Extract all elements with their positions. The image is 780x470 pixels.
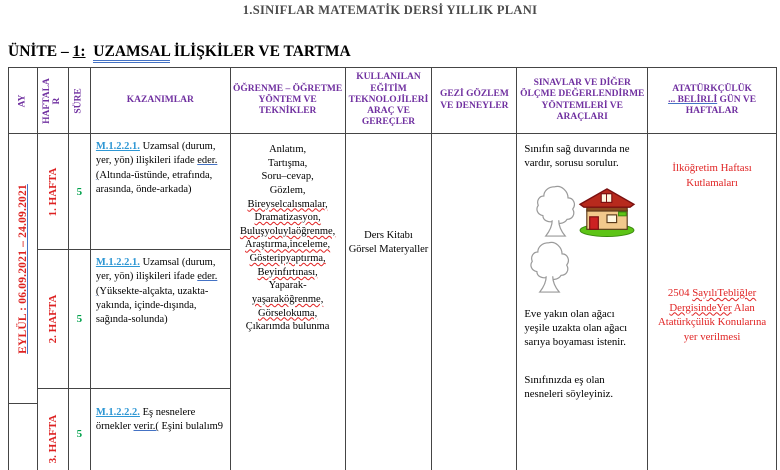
header-ataturk	[648, 68, 776, 134]
method-item: Buluşyoluylaöğrenme,	[239, 225, 336, 237]
method-item: yaşaraköğrenme,	[251, 294, 324, 306]
method-item: Bireyselcalısmalar,	[247, 198, 328, 210]
header-ay-label: AY	[17, 94, 28, 107]
kazanim-underlined: eder.(	[95, 271, 218, 297]
assessment-note-1: Sınıfın sağ duvarında ne vardır, sorusu sorulur.	[524, 143, 630, 170]
week-label-3: 3. HAFTA	[46, 414, 59, 464]
column-haftalar	[38, 68, 69, 470]
ataturk-note-1: İlköğretim Haftası Kutlamaları	[672, 162, 752, 189]
ataturk-note-2-segment: Alan Atatürkçülük Konularına yer verilmesi	[657, 301, 767, 343]
assessment-note-2: Eve yakın olan ağacı yeşile uzakta olan ağacı sarıya boyaması istenir.	[524, 307, 628, 349]
column-kazanimlar	[91, 68, 231, 470]
kazanim-underlined: verir.(	[133, 421, 159, 433]
method-item: Soru–cevap,	[261, 171, 314, 183]
materials-line1: Ders Kitabı	[364, 230, 413, 241]
unit-prefix: ÜNİTE –	[8, 43, 73, 60]
kazanim-code: M.1.2.2.1.	[95, 257, 140, 268]
kazanim-text: Eşini bulalım9	[158, 421, 224, 433]
sure-cell-2	[69, 250, 90, 389]
header-ataturk-rest: GÜN VE HAFTALAR	[685, 94, 757, 117]
materials-line2: Görsel Materyaller	[348, 244, 429, 256]
month-cell	[9, 134, 37, 404]
week-label-2: 2. HAFTA	[46, 294, 59, 344]
header-haftalar	[38, 68, 68, 134]
ataturk-note-2	[654, 286, 770, 344]
header-kullanilan	[346, 68, 432, 134]
header-ataturk-label	[650, 84, 774, 118]
method-item: Tartışma,	[268, 157, 308, 169]
tree-house-illustration	[534, 183, 641, 237]
method-item: Gözlem,	[269, 184, 306, 196]
header-sure-label: SÜRE	[73, 87, 84, 114]
header-kazanimlar	[91, 68, 230, 134]
method-item: Dramatizasyon,	[254, 212, 321, 224]
column-ogrenme	[231, 68, 346, 470]
header-kullanilan-label: KULLANILAN EĞİTİM TEKNOLOJİLERİ ARAÇ VE GEREÇLER	[348, 72, 429, 128]
page-title: 1.SINIFLAR MATEMATİK DERSİ YILLIK PLANI	[242, 3, 538, 17]
tree-icon	[534, 183, 576, 237]
method-item: Gösteripyaptırma,	[249, 253, 326, 265]
column-sure	[69, 68, 91, 470]
method-item: Yaparak-	[268, 280, 307, 292]
tree-icon	[528, 239, 570, 293]
header-kazanimlar-label: KAZANIMLAR	[126, 94, 194, 105]
gezi-cell-empty	[432, 134, 516, 470]
unit-number: 1:	[72, 43, 86, 60]
kazanim-text: Yüksekte-alçakta, uzakta-yakında, içinde-dışında, sağında-solunda)	[95, 285, 209, 326]
methods-cell	[231, 134, 345, 470]
ataturk-cell	[648, 134, 776, 470]
column-ay	[9, 68, 38, 470]
ataturk-note-2-segment: DergisindeYer	[669, 301, 732, 314]
header-sinavlar-label: SINAVLAR VE DİĞER ÖLÇME DEĞERLENDİRME YÖNTEMLERİ VE ARAÇLARI	[520, 78, 645, 122]
month-cell-empty	[9, 404, 37, 470]
method-item: Beyinfırtınası,	[257, 266, 318, 278]
sure-value-3: 5	[76, 428, 83, 441]
header-ogrenme	[231, 68, 345, 134]
kazanim-text: Uzamsal (durum, yer, yön) ilişkileri ifade	[95, 257, 216, 283]
month-label: EYLÜL : 06.09.2021 – 24.09.2021	[16, 183, 29, 354]
column-gezi	[432, 68, 517, 470]
plan-table	[8, 67, 777, 470]
header-ataturk-underlined: ... BELİRLİ	[668, 94, 718, 105]
kazanim-cell-2	[91, 250, 230, 389]
column-ataturk	[648, 68, 777, 470]
kazanim-underlined: eder.(	[95, 155, 218, 181]
unit-heading	[8, 43, 351, 61]
unit-word-underlined: UZAMSAL	[93, 43, 170, 63]
kazanim-code: M.1.2.2.2.	[95, 407, 140, 418]
ataturk-note-2-segment: SayılıTebliğler	[692, 287, 757, 300]
header-ay	[9, 68, 37, 134]
ataturk-note-2-segment: 2504	[667, 287, 693, 300]
header-gezi	[432, 68, 516, 134]
week-cell-3	[38, 389, 68, 470]
sure-value-2: 5	[76, 313, 83, 325]
sure-cell-3	[69, 389, 90, 470]
week-label-1: 1. HAFTA	[46, 167, 59, 216]
materials-cell	[346, 134, 432, 470]
column-kullanilan	[346, 68, 433, 470]
method-item: Çıkarımda bulunma	[245, 321, 330, 333]
week-cell-2	[38, 250, 68, 389]
unit-rest: İLİŞKİLER VE TARTMA	[169, 43, 351, 60]
assessment-cell	[517, 134, 647, 470]
kazanim-text: Uzamsal (durum, yer, yön) ilişkileri ifade	[95, 141, 216, 167]
column-sinavlar	[517, 68, 648, 470]
house-icon	[578, 187, 636, 237]
kazanim-cell-1	[91, 134, 230, 250]
header-sure	[69, 68, 90, 134]
method-item: Anlatım,	[269, 144, 307, 155]
header-gezi-label: GEZİ GÖZLEM VE DENEYLER	[439, 89, 509, 111]
kazanim-text: Altında-üstünde, etrafında, arasında, önde-arkada)	[95, 169, 213, 195]
week-cell-1	[38, 134, 68, 250]
method-item: Araştırma,inceleme,	[245, 239, 331, 251]
kazanim-cell-3	[91, 389, 230, 470]
sure-cell-1	[69, 134, 90, 250]
header-ogrenme-label: ÖĞRENME – ÖĞRETME YÖNTEM VE TEKNİKLER	[232, 83, 343, 117]
sure-value-1: 5	[76, 185, 83, 198]
header-sinavlar	[517, 68, 647, 134]
header-haftalar-label: HAFTALAR	[41, 77, 62, 124]
assessment-note-3: Sınıfınızda eş olan nesneleri söyleyiniz.	[524, 373, 614, 400]
kazanim-code: M.1.2.2.1.	[95, 141, 140, 152]
kazanim-text: Eş nesnelere örnekler	[95, 407, 196, 433]
header-ataturk-line1: ATATÜRKÇÜLÜK	[672, 83, 752, 94]
method-item: Görselokuma,	[258, 307, 318, 319]
